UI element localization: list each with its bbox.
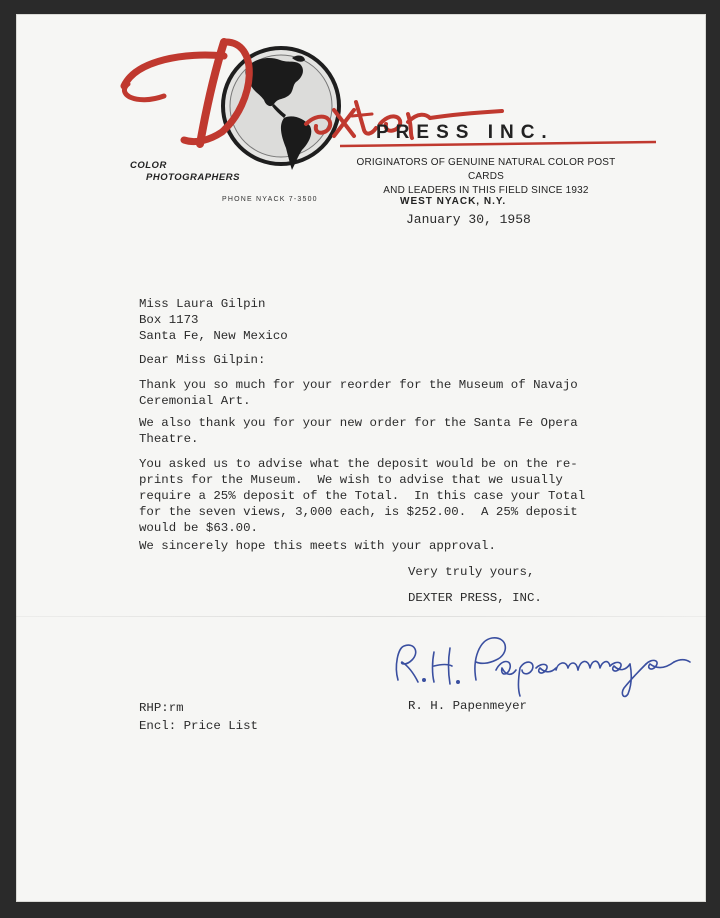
tagline-line-1: ORIGINATORS OF GENUINE NATURAL COLOR POST CARDS: [356, 157, 616, 182]
color-label: COLOR: [130, 160, 167, 171]
handwritten-signature: [384, 618, 704, 698]
paragraph-line: Theatre.: [139, 432, 199, 446]
press-inc: PRESS INC.: [376, 122, 554, 143]
company-name: DEXTER PRESS, INC.: [408, 591, 542, 605]
recipient-address: [139, 296, 288, 344]
paragraph-line: require a 25% deposit of the Total. In this case your Total: [139, 489, 586, 503]
recipient-line: Box 1173: [139, 313, 199, 327]
salutation: Dear Miss Gilpin:: [139, 353, 266, 367]
paragraph-line: We also thank you for your new order for the Santa Fe Opera: [139, 416, 578, 430]
letter-page: [16, 14, 706, 902]
paragraph-line: would be $63.00.: [139, 521, 258, 535]
paragraph-4: We sincerely hope this meets with your approval.: [139, 539, 496, 553]
recipient-line: Santa Fe, New Mexico: [139, 329, 288, 343]
fold-line: [16, 616, 706, 617]
closing: Very truly yours,: [408, 565, 535, 579]
signer-name: R. H. Papenmeyer: [408, 699, 527, 713]
recipient-line: Miss Laura Gilpin: [139, 297, 266, 311]
paragraph-line: Thank you so much for your reorder for the Museum of Navajo: [139, 378, 578, 392]
paragraph-line: Ceremonial Art.: [139, 394, 251, 408]
paragraph-line: You asked us to advise what the deposit would be on the re-: [139, 457, 578, 471]
letter-date: January 30, 1958: [406, 212, 531, 227]
letterhead-location: WEST NYACK, N.Y.: [400, 196, 507, 207]
paragraph-3: [139, 456, 585, 536]
enclosure-note: Encl: Price List: [139, 719, 258, 733]
photographers-label: PHOTOGRAPHERS: [146, 172, 240, 183]
color-photographers: [130, 160, 240, 184]
tagline-line-2: AND LEADERS IN THIS FIELD SINCE 1932: [383, 185, 589, 196]
paragraph-line: prints for the Museum. We wish to advise that we usually: [139, 473, 563, 487]
letterhead-tagline: [346, 156, 626, 198]
paragraph-line: for the seven views, 3,000 each, is $252.00. A 25% deposit: [139, 505, 578, 519]
paragraph-1: [139, 377, 578, 409]
phone-number: PHONE NYACK 7-3500: [222, 196, 318, 203]
typist-initials: RHP:rm: [139, 701, 184, 715]
paragraph-2: [139, 415, 578, 447]
